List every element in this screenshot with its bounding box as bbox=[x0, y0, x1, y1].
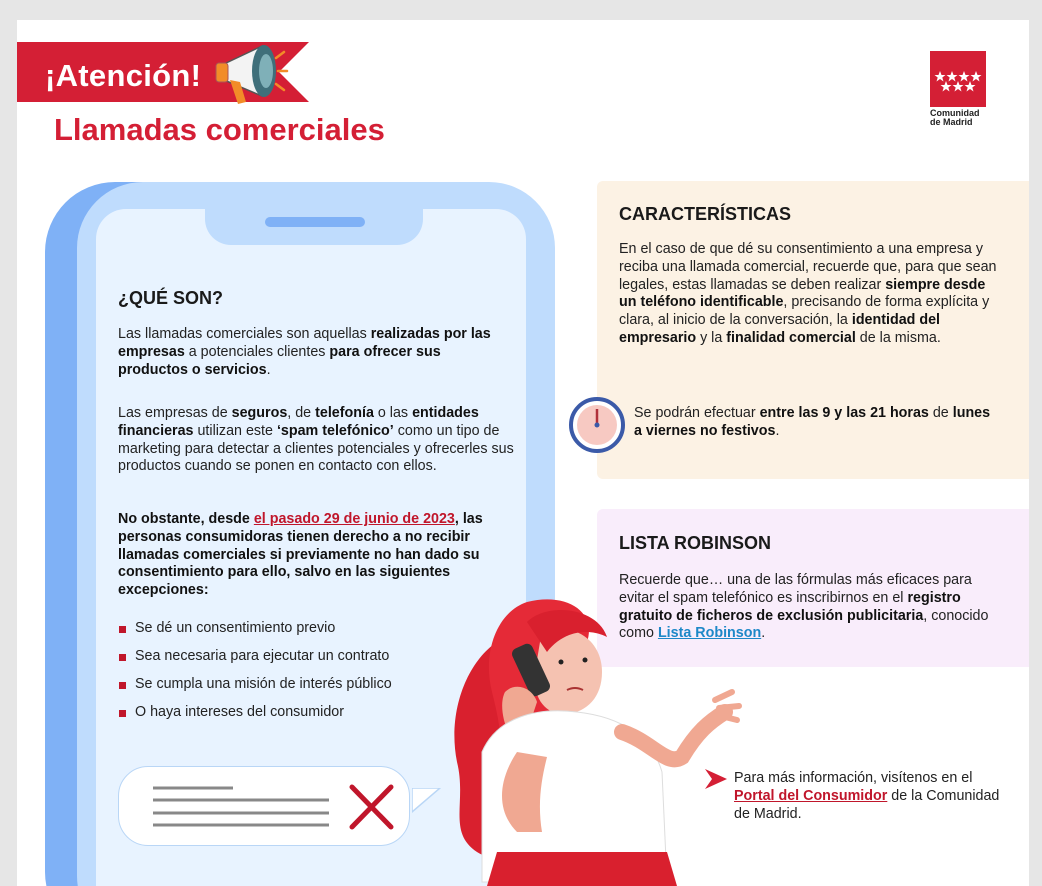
phone-speaker bbox=[265, 217, 365, 227]
bold-text: seguros bbox=[231, 405, 288, 421]
text-run: Se podrán efectuar bbox=[634, 405, 760, 421]
page-title: Llamadas comerciales bbox=[54, 112, 385, 147]
cross-icon bbox=[352, 787, 391, 827]
text-run: o las bbox=[373, 405, 413, 421]
bold-text: lunes a viernes no festivos bbox=[634, 405, 991, 439]
bold-text: registro gratuito de ficheros de exclusión publicitaria bbox=[619, 589, 961, 624]
portal-consumidor-link[interactable]: Portal del Consumidor bbox=[734, 787, 888, 804]
bold-text: telefonía bbox=[315, 405, 374, 421]
characteristics-text bbox=[619, 241, 997, 348]
hours-text bbox=[634, 405, 994, 441]
clock-icon bbox=[568, 396, 626, 454]
p3-after: , las personas consumidoras tienen derecho a no recibir llamadas comerciales si previamente no han dado su consentimiento para ello, salvo en las siguientes excepciones: bbox=[118, 511, 483, 599]
robinson-heading: LISTA ROBINSON bbox=[619, 533, 771, 553]
bold-text: siempre desde un teléfono identificable bbox=[619, 276, 986, 311]
arrow-right-icon bbox=[705, 769, 727, 789]
bold-text: para ofrecer sus productos o servicios bbox=[118, 343, 441, 378]
text-run: de bbox=[928, 405, 953, 421]
text-run: En el caso de que dé su consentimiento a una empresa y reciba una llamada comercial, recuerde que, para que sean legales, estas llamadas se deben realizar bbox=[619, 241, 997, 293]
text-run: Las llamadas comerciales son aquellas bbox=[118, 326, 371, 342]
bold-text: finalidad comercial bbox=[726, 329, 856, 346]
bold-text: entre las 9 y las 21 horas bbox=[759, 405, 929, 421]
infographic-page bbox=[17, 20, 1029, 886]
text-run: de la misma. bbox=[855, 329, 941, 346]
robinson-after: . bbox=[761, 625, 766, 642]
text-run: . bbox=[775, 422, 780, 439]
list-item: Se dé un consentimiento previo bbox=[118, 620, 392, 648]
text-run: utilizan este bbox=[193, 422, 277, 439]
list-item: Se cumpla una misión de interés público bbox=[118, 676, 392, 704]
phone-notch bbox=[205, 182, 423, 245]
text-run: , precisando de forma explícita y clara, al inicio de la conversación, la bbox=[619, 294, 990, 329]
date-link[interactable]: el pasado 29 de junio de 2023 bbox=[253, 511, 455, 527]
logo-text-1: Comunidad bbox=[930, 108, 980, 118]
speech-bubble bbox=[118, 766, 410, 846]
more-after: de la Comunidad de Madrid. bbox=[734, 787, 1000, 822]
text-run: , de bbox=[287, 405, 316, 421]
text-run: . bbox=[266, 361, 271, 378]
logo-text-2: de Madrid bbox=[930, 117, 973, 127]
que-son-paragraph-1 bbox=[118, 326, 513, 379]
woman-on-phone-illustration bbox=[427, 582, 747, 886]
comunidad-madrid-logo bbox=[930, 51, 986, 127]
list-item: Sea necesaria para ejecutar un contrato bbox=[118, 648, 392, 676]
characteristics-heading: CARACTERÍSTICAS bbox=[619, 204, 792, 224]
more-info-text bbox=[734, 770, 1004, 823]
que-son-heading: ¿QUÉ SON? bbox=[118, 288, 224, 308]
que-son-paragraph-2 bbox=[118, 405, 518, 476]
exceptions-list bbox=[118, 620, 392, 732]
text-run: Recuerde que… una de las fórmulas más eficaces para evitar el spam telefónico es inscribirnos en el bbox=[619, 572, 972, 606]
lista-robinson-link[interactable]: Lista Robinson bbox=[657, 625, 762, 642]
more-before: Para más información, visítenos en el bbox=[734, 770, 973, 786]
logo-flag bbox=[930, 51, 986, 107]
text-run: Las empresas de bbox=[118, 405, 232, 421]
p3-before: No obstante, desde bbox=[118, 511, 254, 527]
text-run: como un tipo de marketing para detectar a clientes potenciales y ofrecerles sus productos cuando se ponen en contacto con ellos. bbox=[118, 422, 514, 475]
stars-icon bbox=[930, 51, 986, 107]
text-run: , conocido como bbox=[619, 607, 989, 642]
text-run: a potenciales clientes bbox=[184, 343, 330, 360]
message-lines-icon bbox=[119, 767, 409, 845]
bold-text: realizadas por las empresas bbox=[118, 326, 491, 360]
banner-title: ¡Atención! bbox=[45, 58, 202, 93]
bold-text: identidad del empresario bbox=[619, 312, 941, 346]
bold-text: ‘spam telefónico’ bbox=[276, 422, 394, 439]
megaphone-icon bbox=[210, 38, 290, 110]
text-run: y la bbox=[696, 329, 727, 346]
bold-text: entidades financieras bbox=[118, 405, 479, 439]
list-item: O haya intereses del consumidor bbox=[118, 704, 392, 732]
